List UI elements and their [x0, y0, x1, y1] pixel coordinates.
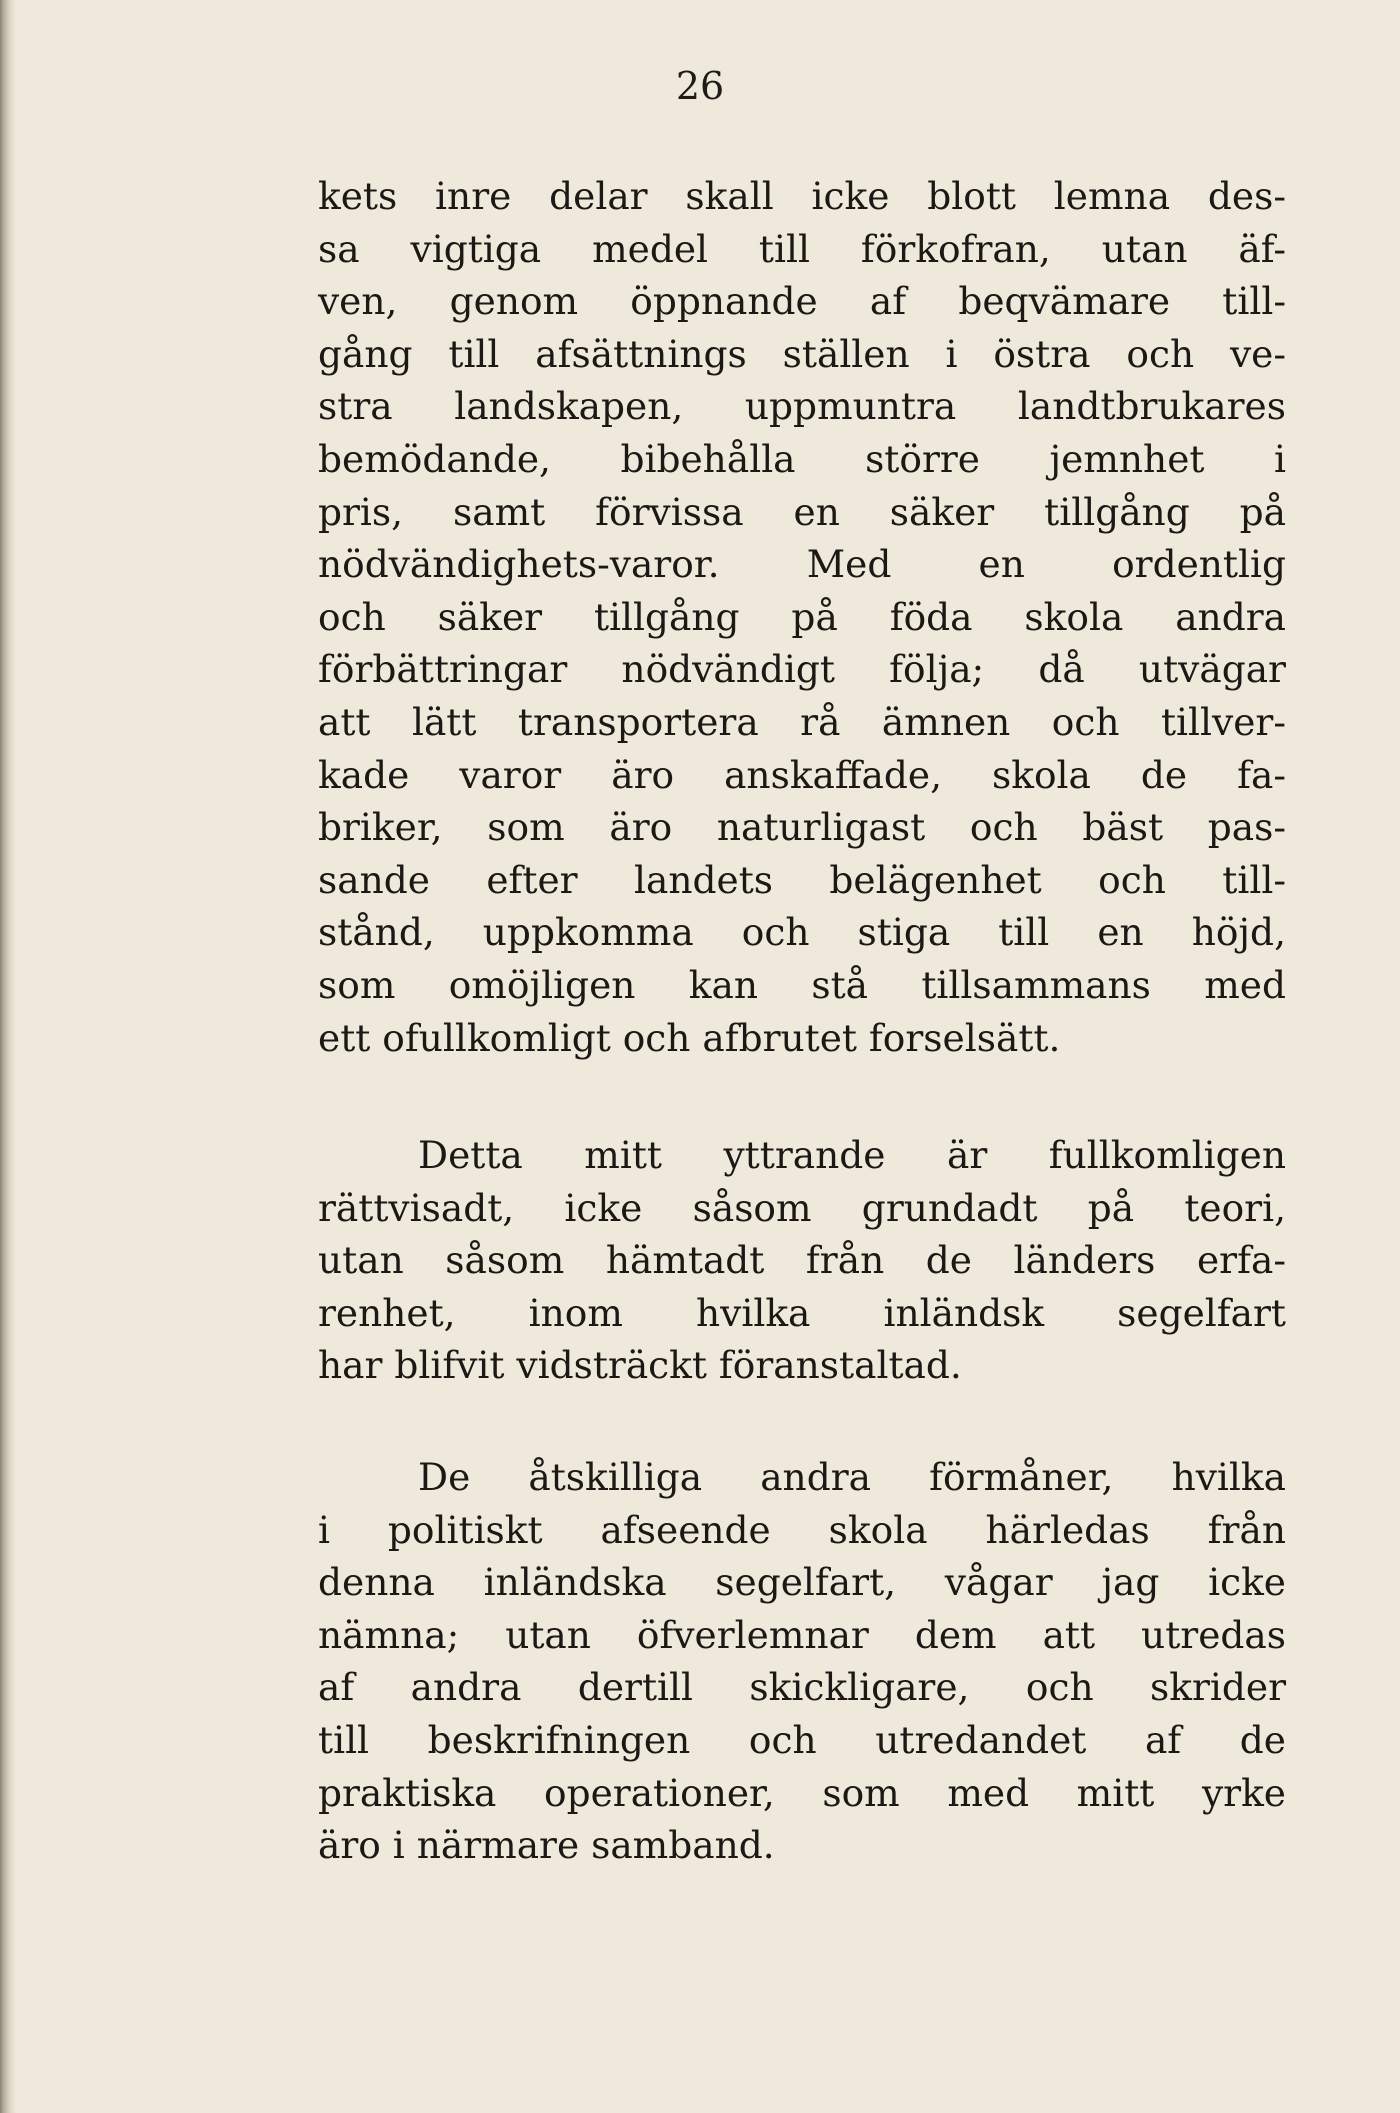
text-line: sande efter landets belägenhet och till- — [318, 857, 1286, 902]
text-line: förbättringar nödvändigt följa; då utvägar — [318, 647, 1286, 692]
page-number: 26 — [675, 64, 725, 108]
paragraph-3 — [318, 1451, 1286, 1872]
paragraph-1 — [318, 170, 1286, 1064]
text-line: nödvändighets-varor. Med en ordentlig — [318, 542, 1286, 587]
text-line: har blifvit vidsträckt föranstaltad. — [318, 1343, 962, 1388]
text-line: gång till afsättnings ställen i östra och ve- — [318, 331, 1286, 376]
text-line: nämna; utan öfverlemnar dem att utredas — [318, 1612, 1286, 1657]
text-line: kade varor äro anskaffade, skola de fa- — [318, 752, 1286, 797]
text-line: af andra dertill skickligare, och skrider — [318, 1665, 1286, 1710]
text-line: ett ofullkomligt och afbrutet forselsätt. — [318, 1015, 1061, 1060]
text-line: praktiska operationer, som med mitt yrke — [318, 1770, 1286, 1815]
paragraph-2 — [318, 1129, 1286, 1392]
text-line: ven, genom öppnande af beqvämare till- — [318, 279, 1286, 324]
text-line: stra landskapen, uppmuntra landtbrukares — [318, 384, 1286, 429]
text-line: renhet, inom hvilka inländsk segelfart — [318, 1290, 1286, 1335]
text-line: briker, som äro naturligast och bäst pas- — [318, 805, 1286, 850]
text-line: rättvisadt, icke såsom grundadt på teori, — [318, 1185, 1286, 1230]
text-line: till beskrifningen och utredandet af de — [318, 1717, 1286, 1762]
text-line: bemödande, bibehålla större jemnhet i — [318, 436, 1286, 481]
text-line: i politiskt afseende skola härledas från — [318, 1507, 1286, 1552]
text-line: äro i närmare samband. — [318, 1823, 775, 1868]
text-line: och säker tillgång på föda skola andra — [318, 594, 1286, 639]
text-line: utan såsom hämtadt från de länders erfa- — [318, 1238, 1286, 1283]
text-line: denna inländska segelfart, vågar jag icke — [318, 1560, 1286, 1605]
text-line: sa vigtiga medel till förkofran, utan äf- — [318, 226, 1286, 271]
text-line: pris, samt förvissa en säker tillgång på — [318, 489, 1286, 534]
text-line: stånd, uppkomma och stiga till en höjd, — [318, 910, 1286, 955]
text-line: att lätt transportera rå ämnen och tillver- — [318, 699, 1286, 744]
text-line: Detta mitt yttrande är fullkomligen — [418, 1133, 1286, 1177]
text-line: kets inre delar skall icke blott lemna des- — [318, 174, 1286, 218]
text-line: som omöjligen kan stå tillsammans med — [318, 962, 1286, 1007]
text-line: De åtskilliga andra förmåner, hvilka — [418, 1455, 1286, 1499]
